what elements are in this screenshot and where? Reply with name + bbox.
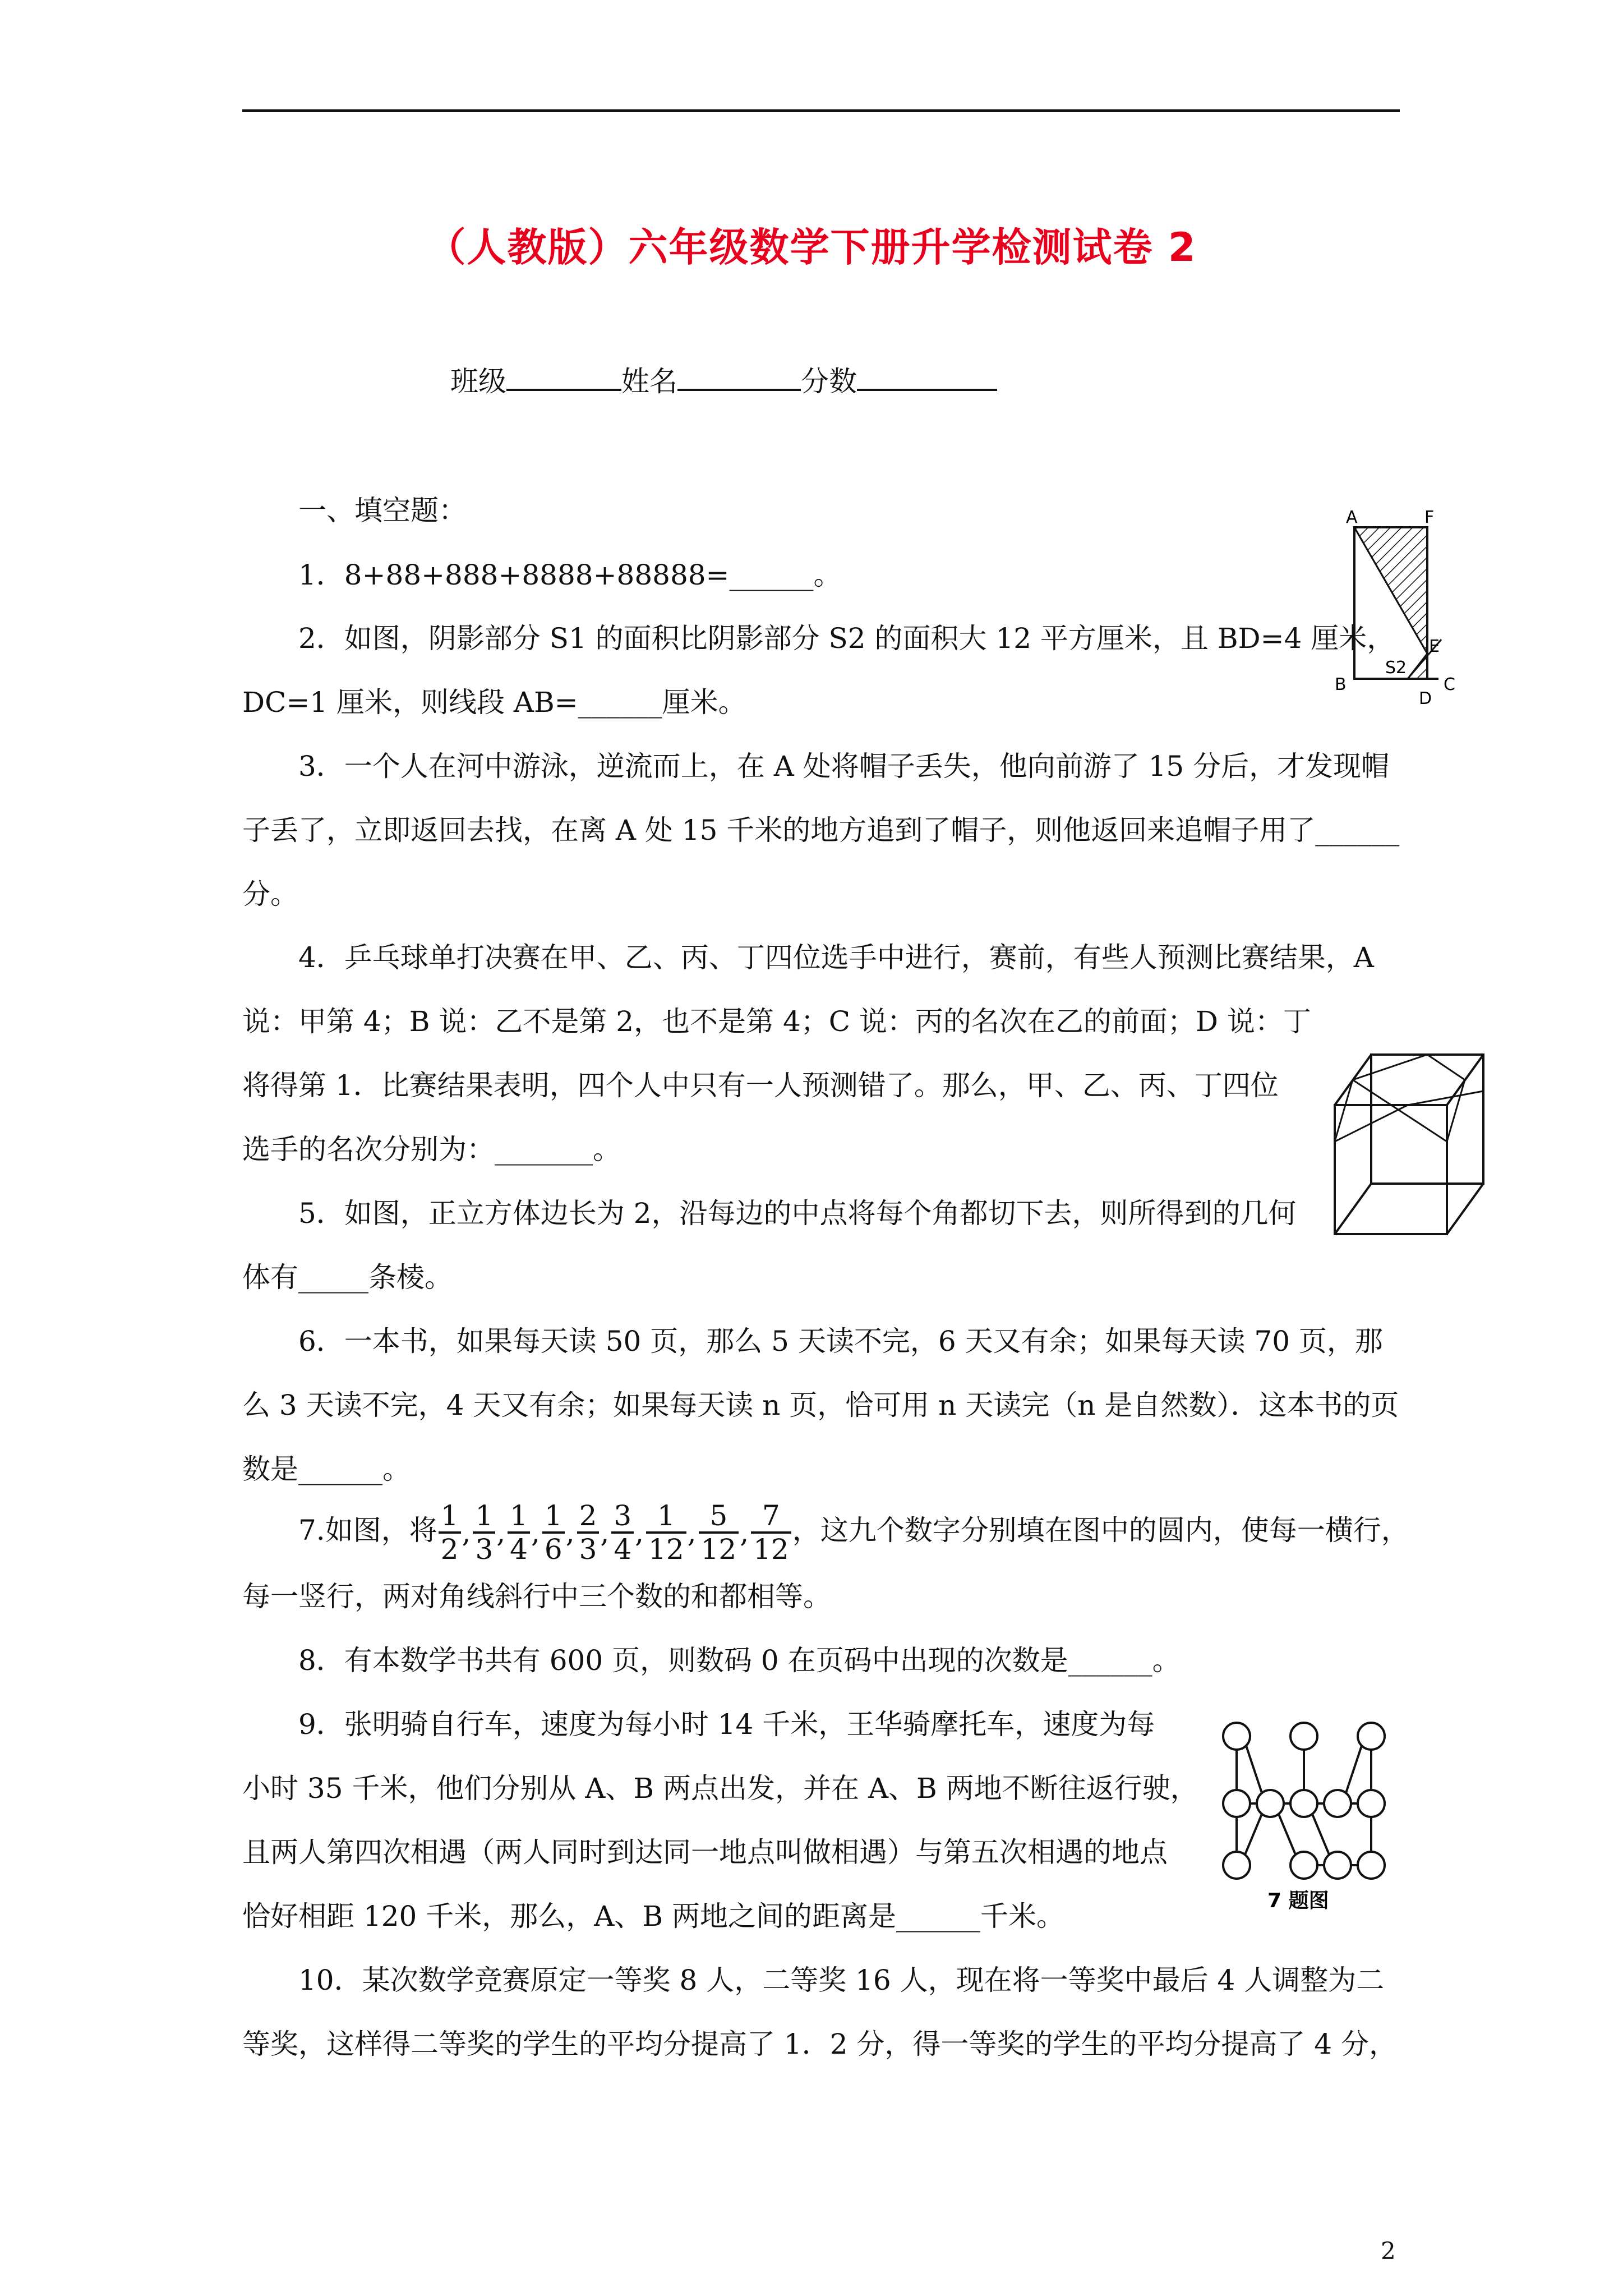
fraction-separator: , (740, 1516, 749, 1549)
fraction-numerator: 2 (577, 1500, 600, 1534)
question-2-line-1: 2．如图，阴影部分 S1 的面积比阴影部分 S2 的面积大 12 平方厘米，且 BD=4 厘米， (298, 622, 1395, 655)
fraction-denominator: 3 (579, 1533, 597, 1566)
fraction-numerator: 1 (508, 1500, 530, 1534)
circle-r3c2 (1290, 1852, 1317, 1879)
class-blank[interactable] (506, 363, 621, 391)
question-8: 8．有本数学书共有 600 页，则数码 0 在页码中出现的次数是______。 (298, 1644, 1181, 1677)
fraction-denominator: 2 (440, 1533, 459, 1566)
question-4-line-2: 说：甲第 4；B 说：乙不是第 2，也不是第 4；C 说：丙的名次在乙的前面；D 说：丁 (242, 1005, 1311, 1038)
cube-back-face (1371, 1055, 1483, 1184)
cut-line-7 (1335, 1080, 1353, 1142)
question-6-line-2: 么 3 天读不完，4 天又有余；如果每天读 n 页，恰可用 n 天读完（n 是自然数）．这本书的页 (242, 1389, 1399, 1421)
cube-edge-bl (1335, 1184, 1371, 1234)
cut-line-2 (1353, 1080, 1447, 1142)
cut-line-6 (1427, 1055, 1465, 1080)
section-heading: 一、填空题： (298, 494, 467, 527)
question-9-line-2: 小时 35 千米，他们分别从 A、B 两点出发，并在 A、B 两地不断往返行驶， (242, 1772, 1198, 1805)
cut-line-5 (1353, 1055, 1427, 1080)
connector-4 (1346, 1746, 1362, 1793)
name-label: 姓名 (621, 365, 677, 398)
label-e: E (1429, 637, 1440, 656)
cube-edge-br (1447, 1184, 1483, 1234)
fraction (473, 1500, 495, 1565)
cut-line-3 (1408, 1091, 1483, 1105)
fraction-numerator: 1 (439, 1500, 461, 1534)
fraction-denominator: 3 (475, 1533, 494, 1566)
fraction-denominator: 12 (753, 1533, 789, 1566)
circle-r3c3 (1358, 1852, 1385, 1879)
question-9-line-4: 恰好相距 120 千米，那么，A、B 两地之间的距离是______千米。 (242, 1900, 1064, 1932)
fraction-separator: , (635, 1516, 644, 1549)
figure-q7-circle-grid (1217, 1711, 1402, 1918)
fraction-numerator: 1 (542, 1500, 565, 1534)
fraction (699, 1500, 739, 1565)
fraction-separator: , (496, 1516, 506, 1549)
circle-r3c4 (1324, 1852, 1351, 1879)
class-label: 班级 (450, 365, 506, 398)
fraction-separator: , (687, 1516, 697, 1549)
fraction (439, 1500, 461, 1565)
question-7-line-2: 每一竖行，两对角线斜行中三个数的和都相等。 (242, 1580, 831, 1613)
fraction-separator: , (531, 1516, 540, 1549)
fraction-separator: , (462, 1516, 471, 1549)
fraction-separator: , (600, 1516, 610, 1549)
question-5-line-1: 5．如图，正立方体边长为 2，沿每边的中点将每个角都切下去，则所得到的几何 (298, 1197, 1297, 1230)
label-b: B (1335, 675, 1347, 694)
figure-q7-caption: 7 题图 (1267, 1889, 1329, 1912)
question-4-line-1: 4．乒乓球单打决赛在甲、乙、丙、丁四位选手中进行，赛前，有些人预测比赛结果，A (298, 941, 1374, 974)
fraction-denominator: 4 (614, 1533, 632, 1566)
question-3-line-2: 子丢了，立即返回去找，在离 A 处 15 千米的地方追到了帽子，则他返回来追帽子用了______ (242, 814, 1400, 846)
fraction-denominator: 12 (648, 1533, 684, 1566)
fraction-separator: , (565, 1516, 575, 1549)
label-f: F (1424, 508, 1435, 527)
question-10-line-1: 10．某次数学竞赛原定一等奖 8 人，二等奖 16 人，现在将一等奖中最后 4 人调整为二 (298, 1964, 1385, 1996)
question-6-line-3: 数是______。 (242, 1453, 411, 1485)
circle-r2c2 (1257, 1790, 1284, 1817)
circle-r2c1 (1223, 1790, 1250, 1817)
question-5-line-2: 体有_____条棱。 (242, 1261, 453, 1294)
question-4-line-4: 选手的名次分别为：_______。 (242, 1133, 621, 1166)
label-d: D (1419, 689, 1432, 708)
circle-r1c1 (1223, 1723, 1250, 1750)
fraction-denominator: 12 (700, 1533, 737, 1566)
fraction-numerator: 1 (646, 1500, 686, 1534)
fraction (646, 1500, 686, 1565)
page-title: （人教版）六年级数学下册升学检测试卷 2 (426, 224, 1197, 270)
question-2-line-2: DC=1 厘米，则线段 AB=______厘米。 (242, 686, 746, 719)
connector-13 (1312, 1814, 1329, 1855)
score-blank[interactable] (857, 363, 997, 391)
circle-r2c5 (1358, 1790, 1385, 1817)
cube-front-face (1335, 1105, 1447, 1234)
question-10-line-2: 等奖，这样得二等奖的学生的平均分提高了 1．2 分，得一等奖的学生的平均分提高了 4 分， (242, 2028, 1398, 2060)
label-a: A (1346, 508, 1358, 527)
figure-q2-rectangle (1324, 505, 1492, 718)
fraction-denominator: 4 (510, 1533, 528, 1566)
question-7-line-1 (298, 1495, 1409, 1568)
question-9-line-1: 9．张明骑自行车，速度为每小时 14 千米，王华骑摩托车，速度为每 (298, 1708, 1155, 1741)
fraction (751, 1500, 791, 1565)
question-1: 1．8+88+888+8888+88888=______。 (298, 559, 842, 591)
circle-r1c2 (1290, 1723, 1317, 1750)
cut-line-4 (1447, 1080, 1465, 1142)
score-label: 分数 (801, 365, 857, 398)
page-number: 2 (1381, 2237, 1396, 2265)
question-6-line-1: 6．一本书，如果每天读 50 页，那么 5 天读不完，6 天又有余；如果每天读 70 页，那 (298, 1325, 1383, 1358)
label-s2: S2 (1385, 658, 1407, 678)
connector-12 (1279, 1814, 1295, 1855)
fraction-list (437, 1499, 792, 1566)
label-c: C (1444, 675, 1455, 694)
question-3-line-3: 分。 (242, 878, 298, 910)
header-rule (242, 109, 1400, 112)
fraction (577, 1500, 600, 1565)
question-9-line-3: 且两人第四次相遇（两人同时到达同一地点叫做相遇）与第五次相遇的地点 (242, 1836, 1168, 1869)
question-3-line-1: 3．一个人在河中游泳，逆流而上，在 A 处将帽子丢失，他向前游了 15 分后，才发现帽 (298, 750, 1390, 783)
question-4-line-3: 将得第 1．比赛结果表明，四个人中只有一人预测错了。那么，甲、乙、丙、丁四位 (242, 1069, 1279, 1102)
question-7-suffix: ，这九个数字分别填在图中的圆内，使每一横行， (792, 1514, 1409, 1547)
circle-r2c4 (1324, 1790, 1351, 1817)
connector-11 (1245, 1814, 1262, 1855)
fraction (611, 1500, 634, 1565)
question-7-prefix: 7.如图，将 (298, 1514, 437, 1547)
circle-r1c3 (1358, 1723, 1385, 1750)
fraction (508, 1500, 530, 1565)
fraction-numerator: 7 (751, 1500, 791, 1534)
fraction (542, 1500, 565, 1565)
name-blank[interactable] (677, 363, 801, 391)
fraction-numerator: 3 (611, 1500, 634, 1534)
circle-r3c1 (1223, 1852, 1250, 1879)
fraction-denominator: 6 (544, 1533, 562, 1566)
figure-q5-cube (1329, 1041, 1492, 1243)
fraction-numerator: 5 (699, 1500, 739, 1534)
connector-2 (1246, 1746, 1262, 1793)
fraction-numerator: 1 (473, 1500, 495, 1534)
student-info-row (450, 359, 997, 399)
circle-r2c3 (1290, 1790, 1317, 1817)
